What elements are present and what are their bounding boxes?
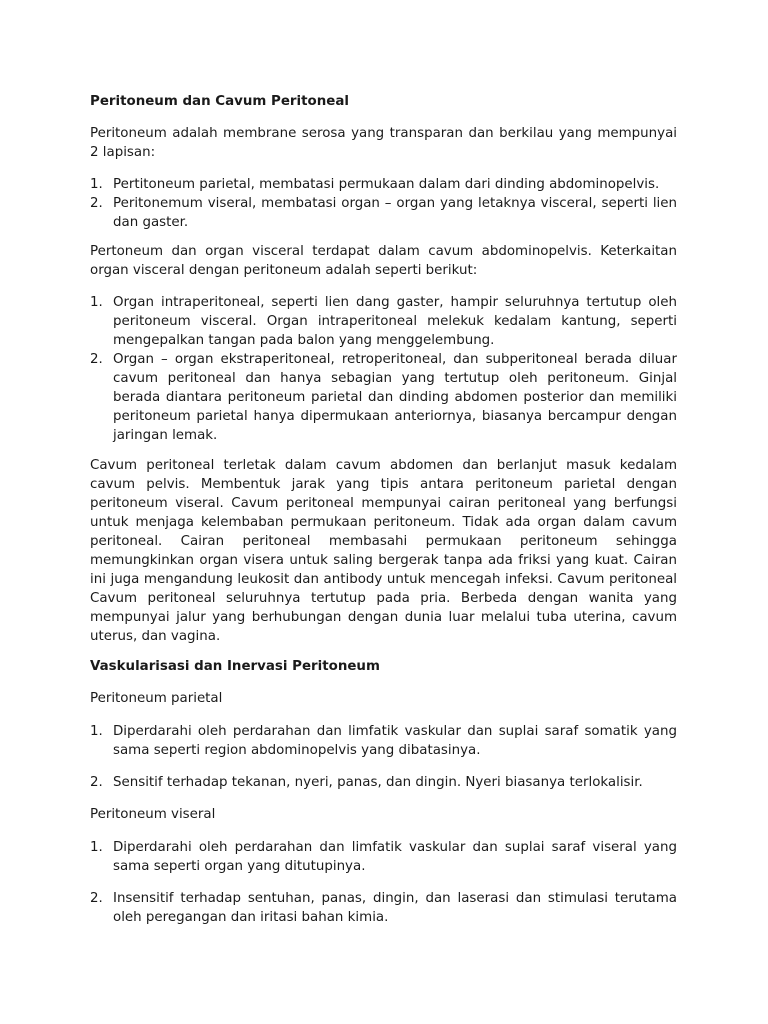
list-item-text: Organ intraperitoneal, seperti lien dang gaster, hampir seluruhnya tertutup oleh peritoneum visceral. Organ intraperitoneal melekuk kedalam kantung, seperti mengepalkan tangan pada balon yang menggelembung. xyxy=(113,295,677,348)
list-item xyxy=(90,889,677,927)
list-number: 2. xyxy=(90,196,103,211)
cavum-paragraph: Cavum peritoneal terletak dalam cavum abdomen dan berlanjut masuk kedalam cavum pelvis. Membentuk jarak yang tipis antara peritoneum parietal dengan peritoneum viseral. Cavum peritoneal mempunyai cairan peritoneal yang berfungsi untuk menjaga kelembaban permukaan peritoneum. Tidak ada organ dalam cavum peritoneal. Cairan peritoneal membasahi permukaan peritoneum sehingga memungkinkan organ visera untuk saling bergerak tanpa ada friksi yang kuat. Cairan ini juga mengandung leukosit dan antibody untuk mencegah infeksi. Cavum peritoneal Cavum peritoneal seluruhnya tertutup pada pria. Berbeda dengan wanita yang mempunyai jalur yang berhubungan dengan dunia luar melalui tuba uterina, cavum uterus, dan vagina. xyxy=(90,458,677,644)
list-item-text: Organ – organ ekstraperitoneal, retroperitoneal, dan subperitoneal berada diluar cavum peritoneal dan hanya sebagian yang tertutup oleh peritoneum. Ginjal berada diantara peritoneum parietal dan dinding abdomen posterior dan memiliki peritoneum parietal hanya dipermukaan anteriornya, biasanya bercampur dengan jaringan lemak. xyxy=(113,352,677,443)
list-item xyxy=(90,175,677,194)
subheading-parietal: Peritoneum parietal xyxy=(90,691,223,706)
layers-list xyxy=(90,175,677,232)
list-number: 1. xyxy=(90,840,103,855)
subheading-viseral: Peritoneum viseral xyxy=(90,807,216,822)
intro-paragraph: Peritoneum adalah membrane serosa yang transparan dan berkilau yang mempunyai 2 lapisan: xyxy=(90,126,677,160)
list-item-text: Pertitoneum parietal, membatasi permukaan dalam dari dinding abdominopelvis. xyxy=(113,177,660,192)
parietal-list-1 xyxy=(90,722,677,760)
list-number: 2. xyxy=(90,352,103,367)
list-item-text: Peritonemum viseral, membatasi organ – organ yang letaknya visceral, seperti lien dan gaster. xyxy=(113,196,677,230)
list-number: 1. xyxy=(90,177,103,192)
list-item-text: Insensitif terhadap sentuhan, panas, dingin, dan laserasi dan stimulasi terutama oleh peregangan dan iritasi bahan kimia. xyxy=(113,891,677,925)
list-number: 2. xyxy=(90,891,103,906)
section-title-vaskularisasi: Vaskularisasi dan Inervasi Peritoneum xyxy=(90,659,380,674)
list-item xyxy=(90,350,677,445)
list-item-text: Diperdarahi oleh perdarahan dan limfatik vaskular dan suplai saraf somatik yang sama seperti region abdominopelvis yang dibatasinya. xyxy=(113,724,677,758)
list-item xyxy=(90,293,677,350)
list-item-text: Diperdarahi oleh perdarahan dan limfatik vaskular dan suplai saraf viseral yang sama seperti organ yang ditutupinya. xyxy=(113,840,677,874)
list-number: 1. xyxy=(90,295,103,310)
list-item xyxy=(90,722,677,760)
list-item-text: Sensitif terhadap tekanan, nyeri, panas, dan dingin. Nyeri biasanya terlokalisir. xyxy=(113,775,643,790)
parietal-list-2 xyxy=(90,773,677,792)
list-number: 1. xyxy=(90,724,103,739)
organ-relation-list xyxy=(90,293,677,445)
list-item xyxy=(90,773,677,792)
viseral-list-1 xyxy=(90,838,677,876)
organ-relation-paragraph: Pertoneum dan organ visceral terdapat dalam cavum abdominopelvis. Keterkaitan organ visceral dengan peritoneum adalah seperti berikut: xyxy=(90,244,677,278)
section-title-peritoneum: Peritoneum dan Cavum Peritoneal xyxy=(90,94,349,109)
list-number: 2. xyxy=(90,775,103,790)
list-item xyxy=(90,838,677,876)
viseral-list-2 xyxy=(90,889,677,927)
list-item xyxy=(90,194,677,232)
